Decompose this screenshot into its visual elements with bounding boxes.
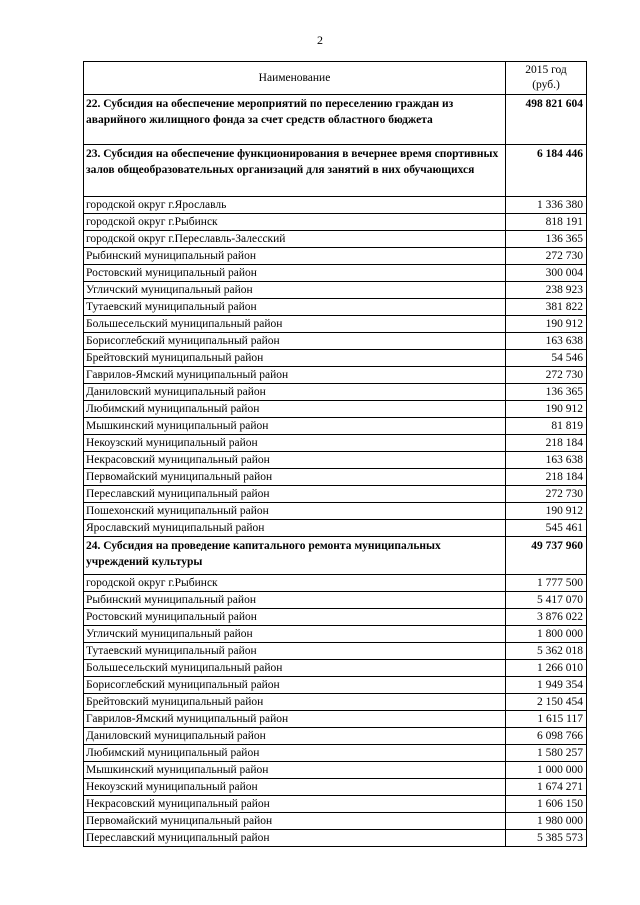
row-name: городской округ г.Рыбинск (84, 575, 506, 592)
page-number: 2 (317, 33, 323, 47)
row-amount: 218 184 (506, 469, 587, 486)
row-name: Ростовский муниципальный район (84, 609, 506, 626)
row-name: Борисоглебский муниципальный район (84, 333, 506, 350)
table-row (84, 418, 587, 435)
row-name: Мышкинский муниципальный район (84, 762, 506, 779)
table-row (84, 762, 587, 779)
table-row (84, 745, 587, 762)
table-row (84, 401, 587, 418)
table-row (84, 350, 587, 367)
table-row (84, 197, 587, 214)
row-amount: 136 365 (506, 384, 587, 401)
row-name: Брейтовский муниципальный район (84, 350, 506, 367)
row-name: Тутаевский муниципальный район (84, 643, 506, 660)
row-name: Гаврилов-Ямский муниципальный район (84, 711, 506, 728)
row-amount: 218 184 (506, 435, 587, 452)
row-name: Некоузский муниципальный район (84, 435, 506, 452)
row-amount: 1 777 500 (506, 575, 587, 592)
row-name: Переславский муниципальный район (84, 486, 506, 503)
table-row (84, 660, 587, 677)
row-amount: 1 674 271 (506, 779, 587, 796)
row-amount: 136 365 (506, 231, 587, 248)
table-row (84, 214, 587, 231)
row-name: Некрасовский муниципальный район (84, 796, 506, 813)
row-name: Даниловский муниципальный район (84, 384, 506, 401)
table-row (84, 813, 587, 830)
table-row (84, 575, 587, 592)
table-row (84, 265, 587, 282)
row-amount: 272 730 (506, 367, 587, 384)
subsidy-table (83, 61, 587, 847)
table-row (84, 367, 587, 384)
row-amount: 238 923 (506, 282, 587, 299)
row-amount: 272 730 (506, 486, 587, 503)
section-row (84, 537, 587, 575)
row-amount: 1 615 117 (506, 711, 587, 728)
row-amount: 1 980 000 (506, 813, 587, 830)
table-row (84, 299, 587, 316)
row-amount: 2 150 454 (506, 694, 587, 711)
row-amount: 1 580 257 (506, 745, 587, 762)
row-name: Брейтовский муниципальный район (84, 694, 506, 711)
row-name: Угличский муниципальный район (84, 626, 506, 643)
section-title: 23. Субсидия на обеспечение функционирования в вечернее время спортивных залов общеобразовательных организаций для занятий в них обучающихся (84, 145, 506, 197)
table-row (84, 282, 587, 299)
section-total: 49 737 960 (506, 537, 587, 575)
row-amount: 272 730 (506, 248, 587, 265)
section-total: 498 821 604 (506, 95, 587, 145)
subsidy-table-body (84, 62, 587, 847)
table-header-row (84, 62, 587, 95)
header-year: 2015 год (525, 64, 567, 76)
table-row (84, 316, 587, 333)
row-name: Гаврилов-Ямский муниципальный район (84, 367, 506, 384)
row-amount: 81 819 (506, 418, 587, 435)
row-name: Большесельский муниципальный район (84, 316, 506, 333)
row-name: Рыбинский муниципальный район (84, 248, 506, 265)
table-row (84, 711, 587, 728)
row-amount: 1 266 010 (506, 660, 587, 677)
row-amount: 190 912 (506, 316, 587, 333)
table-row (84, 333, 587, 350)
row-name: Даниловский муниципальный район (84, 728, 506, 745)
row-amount: 163 638 (506, 333, 587, 350)
row-amount: 300 004 (506, 265, 587, 282)
section-total: 6 184 446 (506, 145, 587, 197)
table-row (84, 435, 587, 452)
row-name: Любимский муниципальный район (84, 401, 506, 418)
section-row (84, 145, 587, 197)
row-name: Борисоглебский муниципальный район (84, 677, 506, 694)
header-unit: (руб.) (532, 79, 560, 91)
row-name: Большесельский муниципальный район (84, 660, 506, 677)
row-amount: 1 800 000 (506, 626, 587, 643)
row-amount: 190 912 (506, 401, 587, 418)
row-amount: 5 417 070 (506, 592, 587, 609)
row-name: Угличский муниципальный район (84, 282, 506, 299)
row-name: Ярославский муниципальный район (84, 520, 506, 537)
row-name: Некоузский муниципальный район (84, 779, 506, 796)
row-amount: 381 822 (506, 299, 587, 316)
table-row (84, 384, 587, 401)
header-name-cell: Наименование (84, 62, 506, 95)
section-row (84, 95, 587, 145)
table-row (84, 452, 587, 469)
row-name: городской округ г.Переславль-Залесский (84, 231, 506, 248)
row-name: Тутаевский муниципальный район (84, 299, 506, 316)
row-name: городской округ г.Ярославль (84, 197, 506, 214)
table-row (84, 626, 587, 643)
row-name: Первомайский муниципальный район (84, 813, 506, 830)
row-name: Первомайский муниципальный район (84, 469, 506, 486)
row-amount: 54 546 (506, 350, 587, 367)
table-row (84, 609, 587, 626)
row-amount: 5 385 573 (506, 830, 587, 847)
table-row (84, 469, 587, 486)
table-row (84, 677, 587, 694)
row-amount: 1 000 000 (506, 762, 587, 779)
table-row (84, 486, 587, 503)
row-amount: 5 362 018 (506, 643, 587, 660)
table-row (84, 520, 587, 537)
table-row (84, 830, 587, 847)
header-amount-cell (506, 62, 587, 95)
row-amount: 190 912 (506, 503, 587, 520)
table-row (84, 503, 587, 520)
row-amount: 545 461 (506, 520, 587, 537)
table-row (84, 694, 587, 711)
row-name: Рыбинский муниципальный район (84, 592, 506, 609)
table-row (84, 248, 587, 265)
table-row (84, 779, 587, 796)
row-name: Любимский муниципальный район (84, 745, 506, 762)
row-amount: 1 336 380 (506, 197, 587, 214)
row-amount: 1 949 354 (506, 677, 587, 694)
row-name: Мышкинский муниципальный район (84, 418, 506, 435)
row-name: Некрасовский муниципальный район (84, 452, 506, 469)
table-row (84, 592, 587, 609)
section-title: 22. Субсидия на обеспечение мероприятий по переселению граждан из аварийного жилищного фонда за счет средств областного бюджета (84, 95, 506, 145)
table-row (84, 728, 587, 745)
table-row (84, 231, 587, 248)
row-amount: 1 606 150 (506, 796, 587, 813)
row-amount: 818 191 (506, 214, 587, 231)
row-amount: 3 876 022 (506, 609, 587, 626)
row-name: Ростовский муниципальный район (84, 265, 506, 282)
row-amount: 163 638 (506, 452, 587, 469)
row-name: Пошехонский муниципальный район (84, 503, 506, 520)
row-name: городской округ г.Рыбинск (84, 214, 506, 231)
row-amount: 6 098 766 (506, 728, 587, 745)
table-row (84, 643, 587, 660)
row-name: Переславский муниципальный район (84, 830, 506, 847)
table-row (84, 796, 587, 813)
section-title: 24. Субсидия на проведение капитального ремонта муниципальных учреждений культуры (84, 537, 506, 575)
